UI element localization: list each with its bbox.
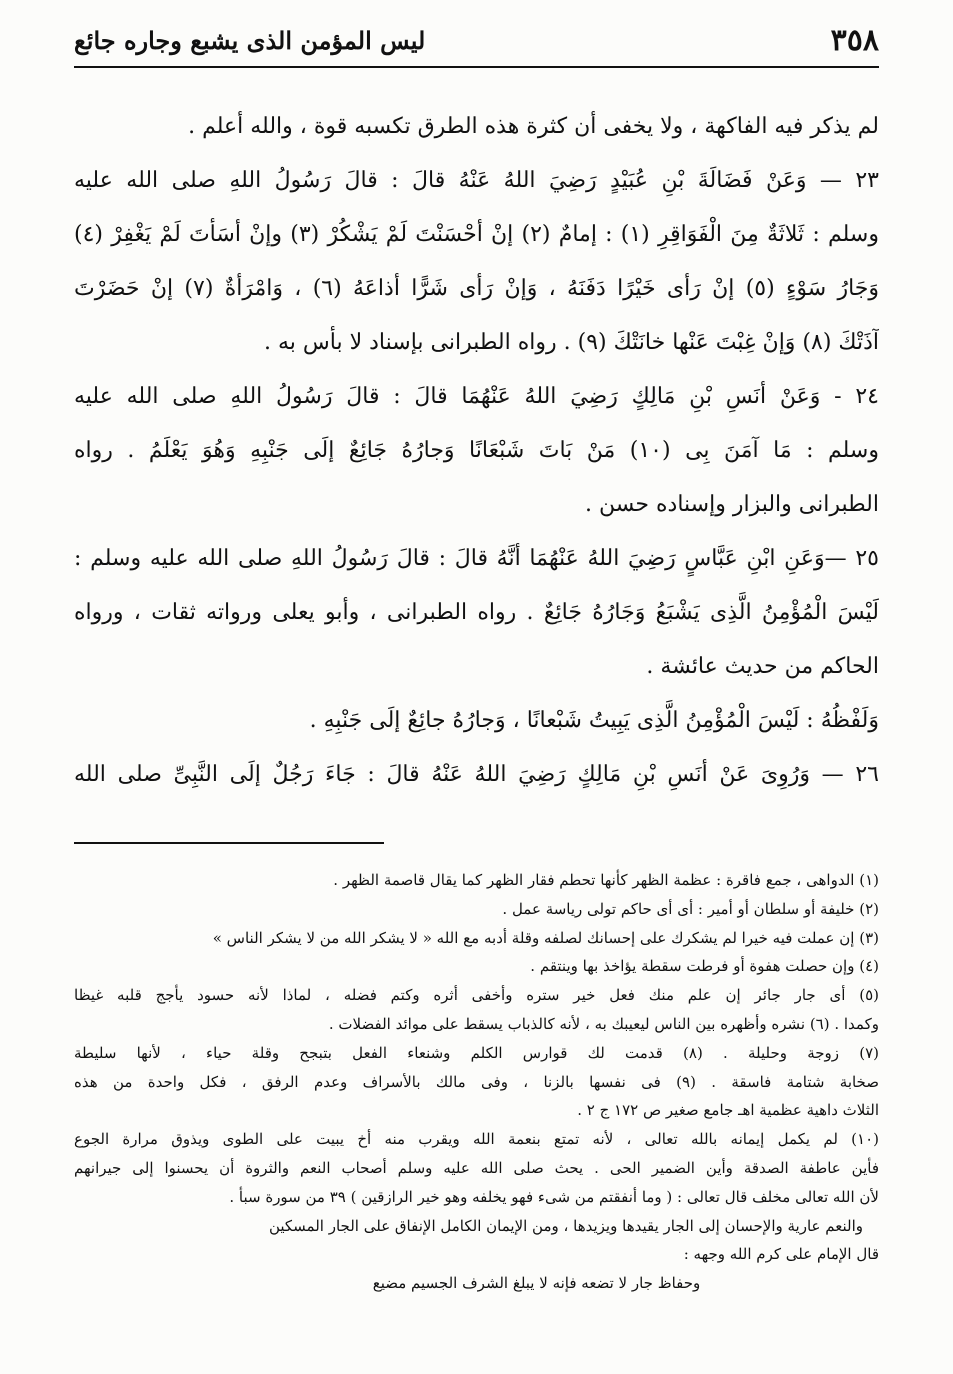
footnote-line: (٧) زوجة وحليلة . (٨) قدمت لك قوارس الكلم وشنعاء الفعل بتبجح وقلة حياء ، لأنها سليطة [74, 1043, 879, 1062]
text-line: الطبرانى والبزار وإسناده حسن . [585, 492, 879, 517]
text-line: الحاكم من حديث عائشة . [646, 654, 879, 679]
text-line: آذَتْكَ (٨) وَإنْ غِبْتَ عَنْها خانَتْكَ (٩) . رواه الطبرانى بإسناد لا بأس به . [264, 330, 879, 355]
footnote-line: وكمدا . (٦) نشره وأظهره بين الناس ليعيبك به ، لأنه كالذباب يسقط على موائد الفضلات . [328, 1014, 879, 1033]
footnote-line: (١٠) لم يكمل إيمانه بالله تعالى ، لأنه تمتع بنعمة الله ويقرب منه أخ يبيت على الطوى ويذوق مرارة الجوع [74, 1130, 879, 1149]
hadith-26-line: ٢٦ — وَرُوِىَ عَنْ أنَسِ بْنِ مَالِكٍ رَضِيَ اللهُ عَنْهُ قالَ : جَاءَ رَجُلٌ إلَى النَّبِىِّ صلى الله [74, 762, 879, 787]
text-line: لَيْسَ الْمُؤْمِنُ الَّذِى يَشْبَعُ وَجَارُهُ جَائِعٌ . رواه الطبرانى ، وأبو يعلى ورواته ثقات ، ورواه [74, 600, 879, 625]
running-title: ليس المؤمن الذى يشبع وجاره جائع [74, 25, 426, 55]
hadith-25-line: ٢٥ —وَعَنِ ابْنِ عَبَّاسٍ رَضِيَ اللهُ عَنْهُمَا أنَّهُ قالَ : قالَ رَسُولُ اللهِ صلى الله عليه وسلم : [74, 546, 879, 571]
footnote-line: قال الإمام على كرم الله وجهه : [683, 1245, 879, 1264]
text-line: وَلَفْظُهُ : لَيْسَ الْمُؤْمِنُ الَّذِى يَبِيتُ شَبْعانًا ، وَجارُهُ جائِعٌ إلَى جَنْبِهِ . [309, 708, 879, 733]
footnote-line: (٢) خليفة أو سلطان أو أمير : أى أى حاكم تولى رياسة عمل . [502, 899, 879, 918]
text-line: لم يذكر فيه الفاكهة ، ولا يخفى أن كثرة هذه الطرق تكسبه قوة ، والله أعلم . [188, 114, 879, 139]
footnote-line: صخابة شتامة فاسقة . (٩) فى نفسها بالزنا ، وفى مالك بالأسراف وعدم الرفق ، فكل واحدة من هذه [74, 1072, 879, 1091]
footnote-line: (٣) إن عملت فيه خيرا لم يشكرك على إحسانك لصلفه وقلة أدبه مع الله « لا يشكر الله من لا يشكر الناس » [212, 928, 879, 947]
hadith-23-line: ٢٣ — وَعَنْ فَضَالَةَ بْنِ عُبَيْدٍ رَضِيَ اللهُ عَنْهُ قالَ : قالَ رَسُولُ اللهِ صلى الله عليه [74, 168, 879, 193]
hadith-24-line: ٢٤ - وَعَنْ أنَسِ بْنِ مَالِكٍ رَضِيَ اللهُ عَنْهُمَا قالَ : قالَ رَسُولُ اللهِ صلى الله عليه [74, 384, 879, 409]
text-line: وسلم : ثَلاثَةٌ مِنَ الْفَوَاقِرِ (١) : إمامٌ (٢) إنْ أحْسَنْتَ لَمْ يَشْكُرْ (٣) وإنْ أسَأتَ لَمْ يَغْفِرْ (٤) [74, 222, 879, 247]
main-text [74, 100, 879, 802]
footnote-line: فأين عاطفة الصدقة وأين الضمير الحى . يحث صلى الله عليه وسلم أصحاب النعم والثروة أن يحسنوا إلى جيرانهم [74, 1158, 879, 1177]
page-header [74, 18, 879, 62]
text-line: وسلم : مَا آمَنَ بِى (١٠) مَنْ بَاتَ شَبْعَانًا وَجارُهُ جَائِعٌ إلَى جَنْبِهِ وَهُوَ يَعْلَمُ . رواه [74, 438, 879, 463]
footnote-rule [74, 842, 384, 844]
footnote-line: (٥) أى جار جائر إن علم منك فعل خير ستره وأخفى أثره وكتم فضله ، لماذا لأنه حسود يأجج قلبه غيظا [74, 986, 879, 1005]
footnote-line: (١) الدواهى ، جمع فاقرة : عظمة الظهر كأنها تحطم فقار الظهر كما يقال قاصمة الظهر . [333, 871, 879, 889]
header-rule [74, 66, 879, 68]
footnotes [74, 866, 879, 1298]
footnote-line: الثلاث داهية عظمية اهـ جامع صغير ص ١٧٢ ج ٢ . [577, 1101, 879, 1120]
text-line: وَجَارُ سَوْءٍ (٥) إنْ رَأى خَيْرًا دَفَنَهُ ، وَإنْ رَأى شَرًّا أذاعَهُ (٦) ، وَامْرَأةٌ (٧) إنْ حَضَرْتَ [74, 276, 879, 301]
poetry-verse: وحفاظ جار لا تضعه فإنه لا يبلغ الشرف الجسيم مضيع [372, 1274, 701, 1293]
footnote-line: والنعم عارية والإحسان إلى الجار يقيدها ويزيدها ، ومن الإيمان الكامل الإنفاق على الجار المسكين [268, 1216, 863, 1235]
page-number: ٣٥٨ [830, 22, 879, 58]
footnote-line: لأن الله تعالى مخلف قال تعالى : ( وما أنفقتم من شىء فهو يخلفه وهو خير الرازقين ) ٣٩ من سورة سبأ . [229, 1187, 879, 1206]
footnote-line: (٤) وإن حصلت هفوة أو فرطت سقطة يؤاخذ بها وينتقم . [530, 957, 879, 976]
